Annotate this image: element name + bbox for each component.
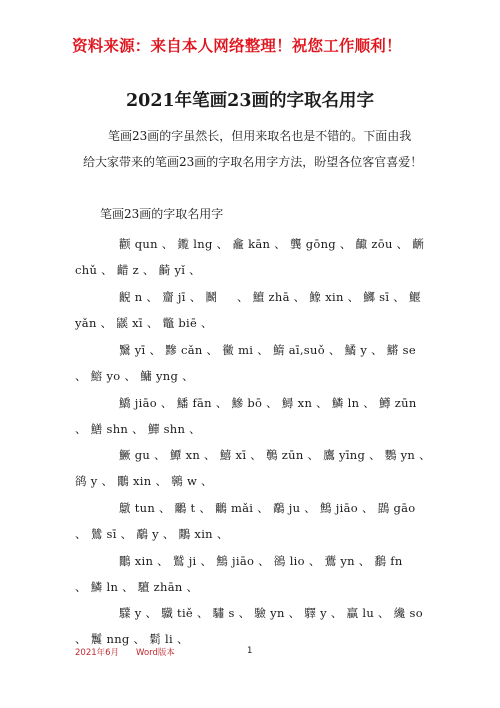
character-line: 、 鰫 yo 、 鱅 yng 、 bbox=[75, 369, 194, 383]
character-line: 黳 yī 、 黲 cǎn 、 黴 mi 、 鰖 aī,suǒ 、 鱊 y 、 鱂 se bbox=[119, 343, 416, 357]
source-banner: 资料来源：来自本人网络整理！祝您工作顺利！ bbox=[72, 37, 402, 55]
character-line: 驜 y 、 驖 tiě 、 驌 s 、 驗 yn 、 驛 y 、 贏 lu 、 纔 so bbox=[119, 606, 423, 620]
character-line: yǎn 、 鼷 xī 、 鼈 biē 、 bbox=[75, 316, 213, 330]
character-line: 、 鷥 sī 、 鷸 y 、 鷴 xin 、 bbox=[75, 527, 229, 541]
character-line: 、 鱗 ln 、 驙 zhān 、 bbox=[75, 580, 199, 594]
document-title: 2021年笔画23画的字取名用字 bbox=[125, 91, 375, 111]
section-subheading: 笔画23画的字取名用字 bbox=[100, 207, 224, 221]
character-line: 鷻 tun 、 鸍 t 、 鸍 mǎi 、 鷸 ju 、 鷦 jiāo 、 鵾 gāo bbox=[119, 501, 416, 515]
character-line: 鱎 jiāo 、 鱕 fān 、 鰺 bō 、 鱘 xn 、 鱗 ln 、 鱒 zūn bbox=[119, 396, 417, 410]
character-line: 鱖 gu 、 鱏 xn 、 鱚 xī 、 鷷 zūn 、 鷹 yīng 、 鸚 yn 、 bbox=[119, 448, 431, 462]
intro-line: 笔画23画的字虽然长，但用来取名也是不错的。下面由我 bbox=[108, 129, 412, 143]
page-number: 1 bbox=[247, 646, 253, 656]
character-line: 齯 n 、 齏 jī 、 鬭 、 鱣 zhā 、 鱌 xin 、 鱜 sī 、 鰋 bbox=[119, 290, 421, 304]
character-line: 鷳 xin 、 鷲 ji 、 鷦 jiāo 、 鵒 lio 、 鷰 yn 、 鷭 fn bbox=[119, 554, 403, 568]
character-line: 颧 qun 、 鑬 lng 、 龕 kān 、 龔 gōng 、 齱 zōu 、 齭 bbox=[119, 237, 425, 251]
intro-line: 给大家带来的笔画23画的字取名用字方法，盼望各位客官喜爱！ bbox=[83, 155, 423, 169]
character-line: 、 鬞 nng 、 鬁 li 、 bbox=[75, 632, 189, 646]
footer-date-label: 2021年6月 Word版本 bbox=[75, 648, 175, 658]
character-line: 、 鱔 shn 、 鱓 shn 、 bbox=[75, 422, 201, 436]
intro-paragraph bbox=[83, 123, 438, 175]
character-line: chǔ 、 齰 z 、 齮 yǐ 、 bbox=[75, 263, 201, 277]
character-line: 鹆 y 、 鷳 xin 、 鸋 w 、 bbox=[75, 474, 213, 488]
